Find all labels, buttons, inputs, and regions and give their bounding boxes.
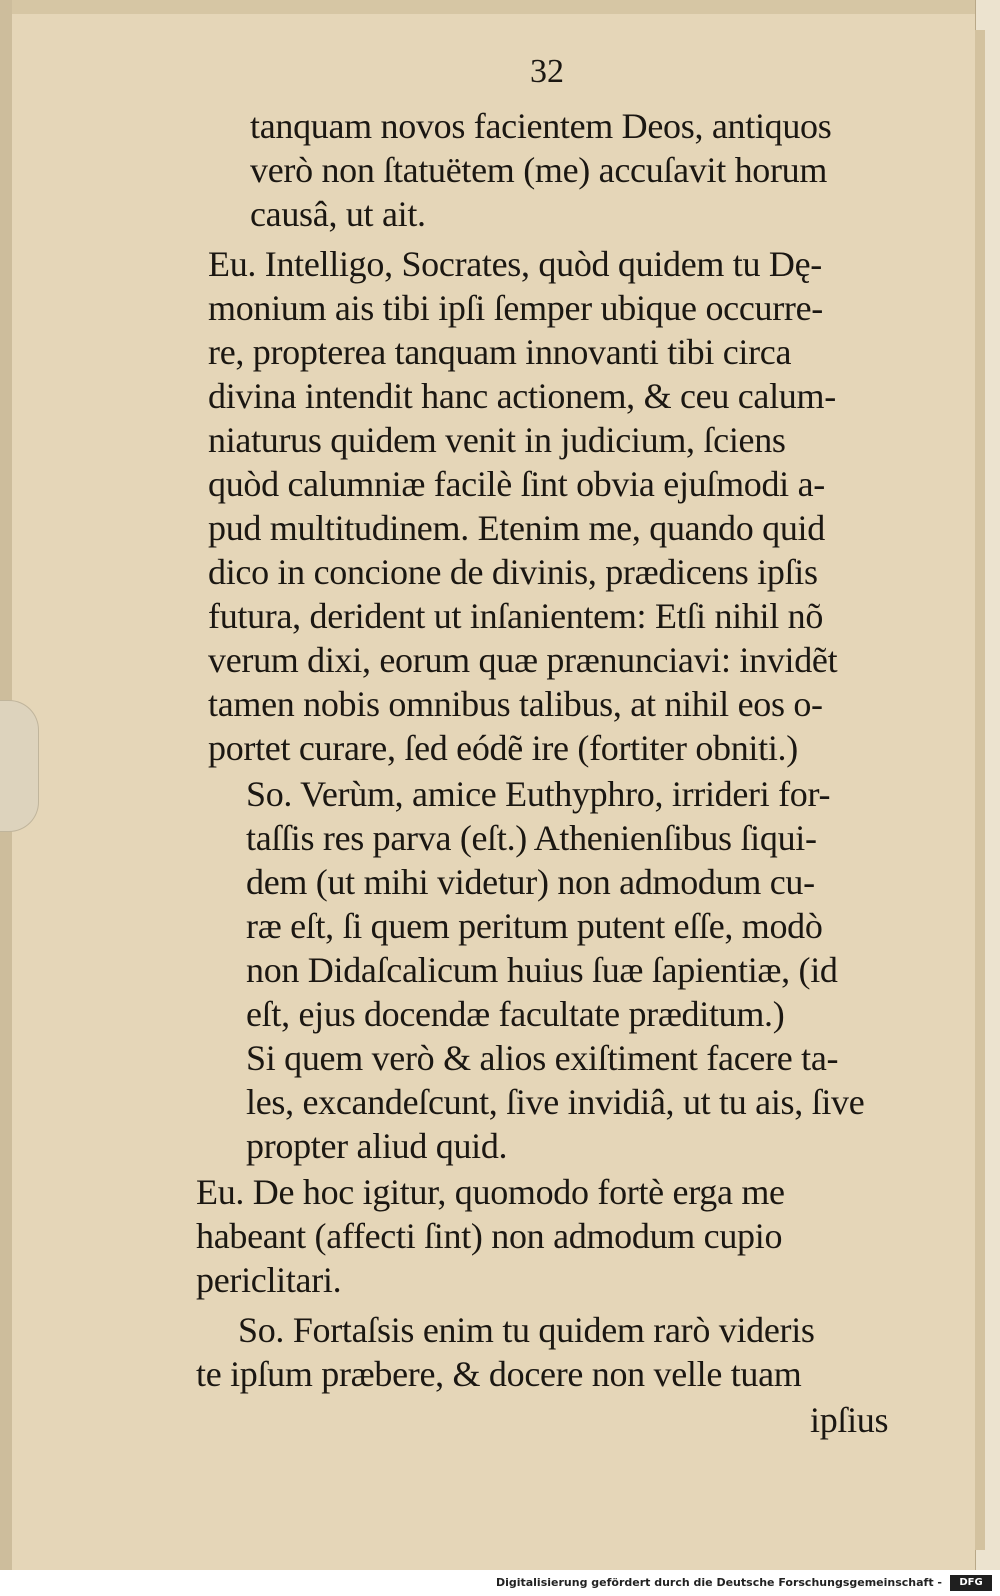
text-line: dem (ut mihi videtur) non admodum cu- <box>246 862 815 902</box>
text-line: te ipſum præbere, & docere non velle tuam <box>196 1354 802 1394</box>
text-line: futura, derident ut inſanientem: Etſi nihil nõ <box>208 596 824 636</box>
top-edge <box>0 0 975 14</box>
text-line: tanquam novos facientem Deos, antiquos <box>250 106 832 146</box>
text-line: monium ais tibi ipſi ſemper ubique occurre- <box>208 288 823 328</box>
dfg-logo: DFG <box>950 1575 992 1591</box>
text-line: Eu. Intelligo, Socrates, quòd quidem tu Dę- <box>208 244 822 284</box>
text-line: Eu. De hoc igitur, quomodo fortè erga me <box>196 1172 785 1212</box>
text-line: pud multitudinem. Etenim me, quando quid <box>208 508 825 548</box>
text-line: non Didaſcalicum huius ſuæ ſapientiæ, (id <box>246 950 838 990</box>
text-line: dico in concione de divinis, prædicens ipſis <box>208 552 818 592</box>
text-line: habeant (affecti ſint) non admodum cupio <box>196 1216 783 1256</box>
text-line: taſſis res parva (eſt.) Athenienſibus ſiqui- <box>246 818 817 858</box>
text-line: So. Verùm, amice Euthyphro, irrideri for- <box>246 774 831 814</box>
text-line: Si quem verò & alios exiſtiment facere ta- <box>246 1038 839 1078</box>
text-line: quòd calumniæ facilè ſint obvia ejuſmodi a- <box>208 464 825 504</box>
text-line: causâ, ut ait. <box>250 194 426 234</box>
text-line: niaturus quidem venit in judicium, ſciens <box>208 420 786 460</box>
text-line: ræ eſt, ſi quem peritum putent eſſe, modò <box>246 906 823 946</box>
text-line: re, propterea tanquam innovanti tibi circa <box>208 332 792 372</box>
page-number: 32 <box>530 53 564 90</box>
text-line: verum dixi, eorum quæ prænunciavi: invidẽt <box>208 640 838 680</box>
text-line: verò non ſtatuëtem (me) accuſavit horum <box>250 150 828 190</box>
page-edge <box>975 30 985 1550</box>
text-line: divina intendit hanc actionem, & ceu calum- <box>208 376 836 416</box>
page-clip-mark <box>0 700 39 832</box>
text-line: tamen nobis omnibus talibus, at nihil eos o- <box>208 684 823 724</box>
footer-bar <box>0 1570 1000 1596</box>
funding-credit: Digitalisierung gefördert durch die Deutsche Forschungsgemeinschaft - <box>495 1576 942 1589</box>
text-line: propter aliud quid. <box>246 1126 508 1166</box>
text-line: portet curare, ſed eódẽ ire (fortiter obniti.) <box>208 728 798 768</box>
text-line: So. Fortaſsis enim tu quidem rarò videris <box>238 1310 815 1350</box>
catchword: ipſius <box>810 1400 889 1440</box>
text-line: eſt, ejus docendæ facultate præditum.) <box>246 994 785 1034</box>
text-line: les, excandeſcunt, ſive invidiâ, ut tu ais, ſive <box>246 1082 865 1122</box>
text-line: periclitari. <box>196 1260 342 1300</box>
